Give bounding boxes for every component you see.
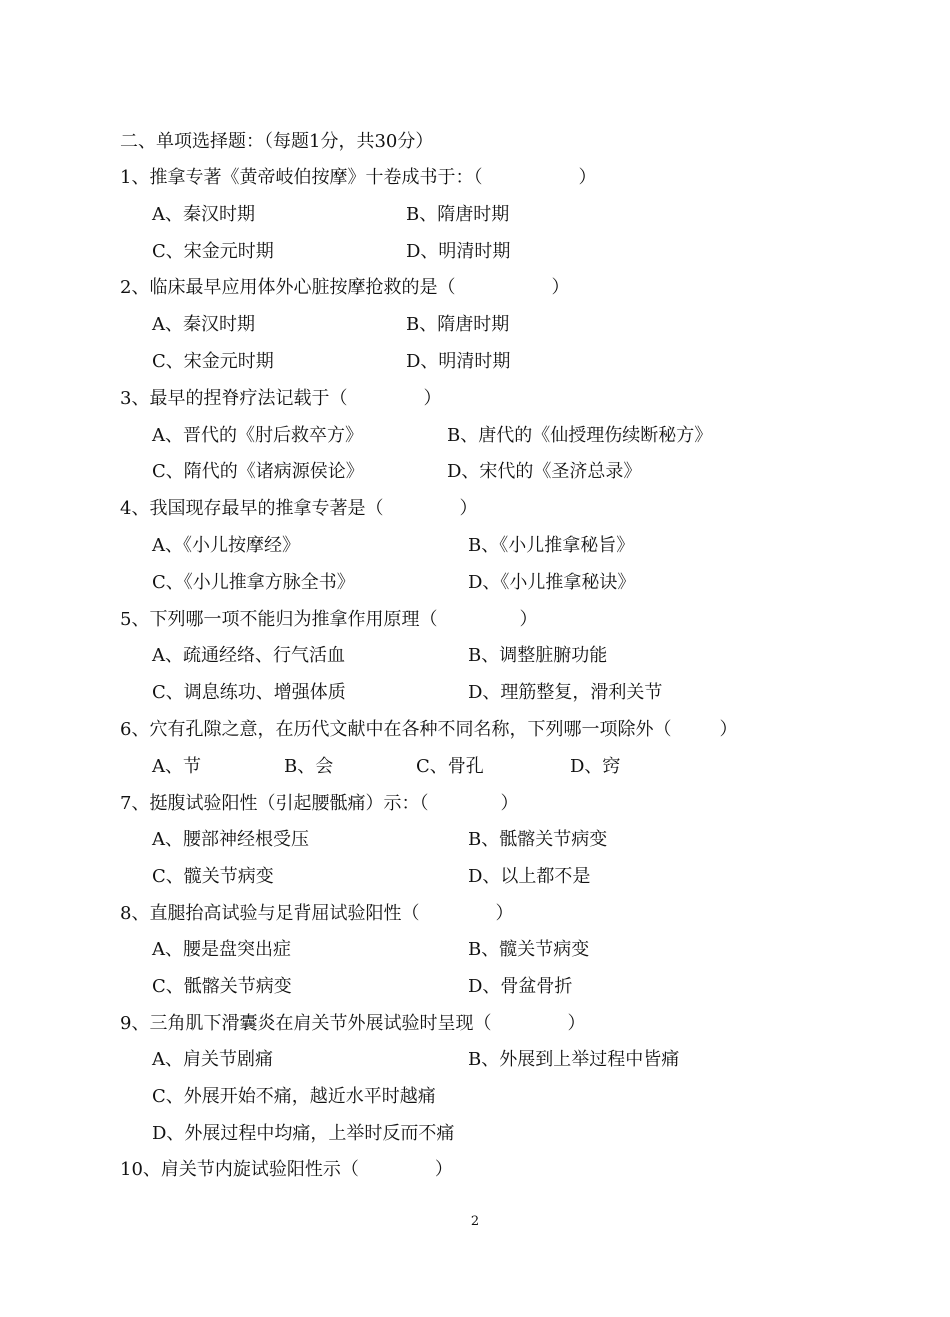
question-7-stem (120, 792, 518, 816)
option-a: A、肩关节剧痛 (152, 1049, 273, 1070)
option-c: C、宋金元时期 (152, 351, 274, 372)
question-10-stem (120, 1158, 453, 1182)
question-5-stem (120, 608, 537, 632)
question-9-stem (120, 1012, 585, 1036)
option-c: C、骶髂关节病变 (152, 976, 292, 997)
answer-paren-close: ） (495, 903, 514, 924)
question-text: 3、最早的捏脊疗法记载于（ (120, 388, 348, 409)
answer-paren-close: ） (500, 793, 519, 814)
question-text: 6、穴有孔隙之意，在历代文献中在各种不同名称，下列哪一项除外（ (120, 719, 672, 740)
question-text: 10、肩关节内旋试验阳性示（ (120, 1159, 359, 1180)
option-b: B、隋唐时期 (406, 204, 510, 225)
answer-paren-close: ） (423, 388, 442, 409)
option-a: A、秦汉时期 (152, 314, 255, 335)
option-a: A、《小儿按摩经》 (152, 535, 300, 556)
option-a: A、晋代的《肘后救卒方》 (152, 425, 363, 446)
option-c: C、调息练功、增强体质 (152, 682, 346, 703)
option-d: D、《小儿推拿秘诀》 (468, 572, 636, 593)
option-d: D、理筋整复，滑利关节 (468, 682, 663, 703)
answer-paren-close: ） (459, 498, 478, 519)
option-d: D、外展过程中均痛，上举时反而不痛 (152, 1123, 455, 1144)
question-1-stem (120, 166, 596, 190)
option-a: A、腰是盘突出症 (152, 939, 291, 960)
option-c: C、骨孔 (416, 756, 484, 777)
option-b: B、隋唐时期 (406, 314, 510, 335)
option-d: D、骨盆骨折 (468, 976, 573, 997)
question-text: 8、直腿抬高试验与足背屈试验阳性（ (120, 903, 420, 924)
option-d: D、窍 (570, 756, 621, 777)
option-a: A、腰部神经根受压 (152, 829, 309, 850)
page-number: 2 (470, 1214, 480, 1229)
answer-paren-close: ） (434, 1159, 453, 1180)
option-d: D、明清时期 (406, 241, 511, 262)
option-c: C、宋金元时期 (152, 241, 274, 262)
option-c: C、《小儿推拿方脉全书》 (152, 572, 355, 593)
option-d: D、明清时期 (406, 351, 511, 372)
option-c: C、外展开始不痛，越近水平时越痛 (152, 1086, 436, 1107)
question-2-stem (120, 276, 569, 300)
answer-paren-close: ） (551, 277, 570, 298)
option-d: D、以上都不是 (468, 866, 591, 887)
answer-paren-close: ） (519, 609, 538, 630)
option-a: A、节 (152, 756, 201, 777)
option-b: B、会 (284, 756, 334, 777)
section-header: 二、单项选择题：（每题1分，共30分） (120, 131, 434, 152)
option-d: D、宋代的《圣济总录》 (447, 461, 642, 482)
question-4-stem (120, 497, 477, 521)
question-text: 2、临床最早应用体外心脏按摩抢救的是（ (120, 277, 456, 298)
option-b: B、外展到上举过程中皆痛 (468, 1049, 680, 1070)
option-b: B、髋关节病变 (468, 939, 590, 960)
option-c: C、隋代的《诸病源侯论》 (152, 461, 364, 482)
option-c: C、髋关节病变 (152, 866, 274, 887)
answer-paren-close: ） (719, 719, 738, 740)
question-6-stem (120, 718, 737, 742)
option-a: A、秦汉时期 (152, 204, 255, 225)
option-b: B、骶髂关节病变 (468, 829, 608, 850)
question-8-stem (120, 902, 513, 926)
question-text: 4、我国现存最早的推拿专著是（ (120, 498, 384, 519)
question-text: 1、推拿专著《黄帝岐伯按摩》十卷成书于：（ (120, 167, 483, 188)
question-text: 9、三角肌下滑囊炎在肩关节外展试验时呈现（ (120, 1013, 492, 1034)
question-text: 5、下列哪一项不能归为推拿作用原理（ (120, 609, 438, 630)
option-b: B、调整脏腑功能 (468, 645, 608, 666)
option-b: B、唐代的《仙授理伤续断秘方》 (447, 425, 713, 446)
answer-paren-close: ） (567, 1013, 586, 1034)
question-3-stem (120, 387, 441, 411)
question-text: 7、挺腹试验阳性（引起腰骶痛）示：（ (120, 793, 429, 814)
option-b: B、《小儿推拿秘旨》 (468, 535, 635, 556)
answer-paren-close: ） (578, 167, 597, 188)
option-a: A、疏通经络、行气活血 (152, 645, 345, 666)
